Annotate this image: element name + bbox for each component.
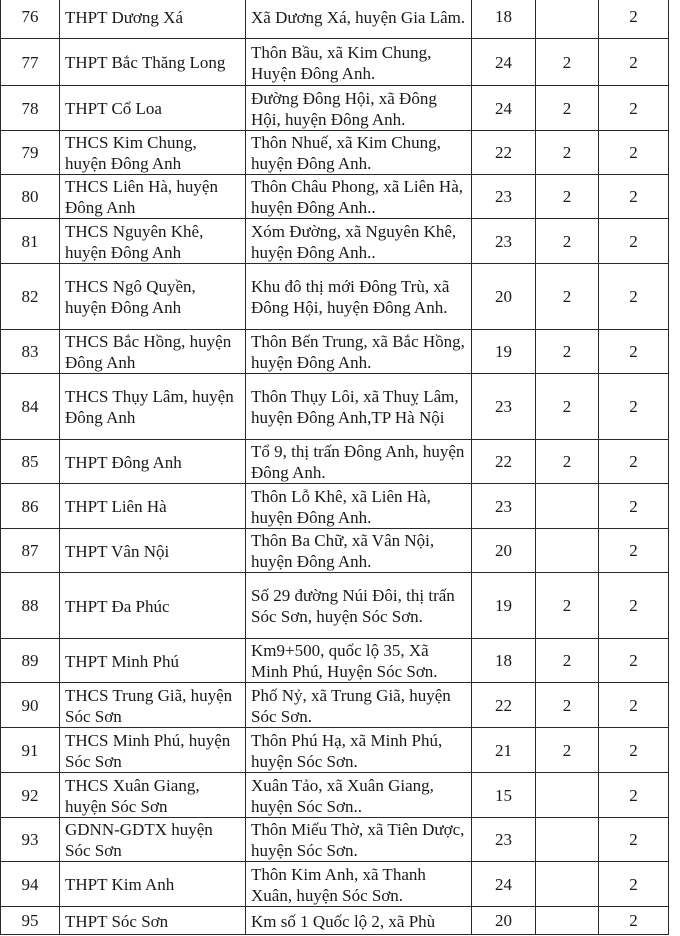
table-row: [1, 86, 669, 131]
address-cell: Xóm Đường, xã Nguyên Khê, huyện Đông Anh..: [246, 219, 472, 264]
address-cell: Xuân Tảo, xã Xuân Giang, huyện Sóc Sơn..: [246, 773, 472, 818]
stt-cell: 81: [1, 219, 60, 264]
value-col1-cell: 23: [472, 374, 536, 440]
school-name-cell: THPT Vân Nội: [60, 529, 246, 573]
stt-cell: 82: [1, 264, 60, 330]
address-cell: Thôn Thụy Lôi, xã Thuỵ Lâm, huyện Đông Anh,TP Hà Nội: [246, 374, 472, 440]
school-name-cell: THPT Sóc Sơn: [60, 907, 246, 935]
value-col2-cell: [536, 818, 599, 862]
table-row: [1, 39, 669, 86]
value-col1-cell: 24: [472, 862, 536, 907]
stt-cell: 85: [1, 440, 60, 484]
table-row: [1, 728, 669, 773]
table-row: [1, 0, 669, 39]
table-row: [1, 440, 669, 484]
value-col1-cell: 23: [472, 484, 536, 529]
school-name-cell: THCS Kim Chung, huyện Đông Anh: [60, 131, 246, 175]
stt-cell: 91: [1, 728, 60, 773]
school-name-cell: THPT Minh Phú: [60, 639, 246, 683]
school-name-cell: THCS Nguyên Khê, huyện Đông Anh: [60, 219, 246, 264]
value-col1-cell: 24: [472, 39, 536, 86]
value-col1-cell: 23: [472, 175, 536, 219]
school-name-cell: THPT Đa Phúc: [60, 573, 246, 639]
value-col1-cell: 23: [472, 818, 536, 862]
value-col2-cell: [536, 0, 599, 39]
value-col3-cell: 2: [599, 639, 669, 683]
stt-cell: 79: [1, 131, 60, 175]
school-name-cell: THCS Ngô Quyền, huyện Đông Anh: [60, 264, 246, 330]
address-cell: Khu đô thị mới Đông Trù, xã Đông Hội, huyện Đông Anh.: [246, 264, 472, 330]
school-name-cell: THPT Đông Anh: [60, 440, 246, 484]
stt-cell: 83: [1, 330, 60, 374]
value-col2-cell: [536, 529, 599, 573]
value-col1-cell: 22: [472, 131, 536, 175]
school-name-cell: THPT Dương Xá: [60, 0, 246, 39]
table-row: [1, 529, 669, 573]
value-col1-cell: 20: [472, 529, 536, 573]
stt-cell: 84: [1, 374, 60, 440]
table-row: [1, 639, 669, 683]
value-col3-cell: 2: [599, 862, 669, 907]
school-name-cell: THCS Xuân Giang, huyện Sóc Sơn: [60, 773, 246, 818]
stt-cell: 77: [1, 39, 60, 86]
value-col2-cell: 2: [536, 573, 599, 639]
table-row: [1, 818, 669, 862]
address-cell: Đường Đông Hội, xã Đông Hội, huyện Đông Anh.: [246, 86, 472, 131]
value-col3-cell: 2: [599, 907, 669, 935]
school-name-cell: THPT Cổ Loa: [60, 86, 246, 131]
value-col3-cell: 2: [599, 484, 669, 529]
value-col3-cell: 2: [599, 175, 669, 219]
value-col1-cell: 20: [472, 907, 536, 935]
value-col3-cell: 2: [599, 683, 669, 728]
value-col2-cell: 2: [536, 683, 599, 728]
table-row: [1, 573, 669, 639]
table-row: [1, 683, 669, 728]
address-cell: Thôn Ba Chữ, xã Vân Nội, huyện Đông Anh.: [246, 529, 472, 573]
value-col2-cell: 2: [536, 39, 599, 86]
value-col1-cell: 19: [472, 330, 536, 374]
stt-cell: 89: [1, 639, 60, 683]
value-col1-cell: 21: [472, 728, 536, 773]
stt-cell: 88: [1, 573, 60, 639]
table-row: [1, 219, 669, 264]
value-col3-cell: 2: [599, 0, 669, 39]
stt-cell: 95: [1, 907, 60, 935]
address-cell: Thôn Nhuế, xã Kim Chung, huyện Đông Anh.: [246, 131, 472, 175]
table-row: [1, 330, 669, 374]
stt-cell: 76: [1, 0, 60, 39]
value-col2-cell: 2: [536, 219, 599, 264]
address-cell: Số 29 đường Núi Đôi, thị trấn Sóc Sơn, huyện Sóc Sơn.: [246, 573, 472, 639]
stt-cell: 86: [1, 484, 60, 529]
value-col3-cell: 2: [599, 39, 669, 86]
address-cell: Thôn Phú Hạ, xã Minh Phú, huyện Sóc Sơn.: [246, 728, 472, 773]
table-row: [1, 264, 669, 330]
value-col3-cell: 2: [599, 529, 669, 573]
value-col3-cell: 2: [599, 440, 669, 484]
value-col2-cell: 2: [536, 639, 599, 683]
school-name-cell: THCS Minh Phú, huyện Sóc Sơn: [60, 728, 246, 773]
stt-cell: 94: [1, 862, 60, 907]
value-col3-cell: 2: [599, 219, 669, 264]
address-cell: Phố Nỷ, xã Trung Giã, huyện Sóc Sơn.: [246, 683, 472, 728]
value-col2-cell: [536, 907, 599, 935]
value-col1-cell: 18: [472, 0, 536, 39]
school-name-cell: THCS Liên Hà, huyện Đông Anh: [60, 175, 246, 219]
value-col1-cell: 22: [472, 683, 536, 728]
value-col3-cell: 2: [599, 330, 669, 374]
value-col1-cell: 19: [472, 573, 536, 639]
value-col3-cell: 2: [599, 264, 669, 330]
address-cell: Thôn Miếu Thờ, xã Tiên Dược, huyện Sóc Sơn.: [246, 818, 472, 862]
value-col2-cell: [536, 862, 599, 907]
value-col2-cell: 2: [536, 175, 599, 219]
stt-cell: 93: [1, 818, 60, 862]
stt-cell: 87: [1, 529, 60, 573]
address-cell: Thôn Bến Trung, xã Bắc Hồng, huyện Đông Anh.: [246, 330, 472, 374]
value-col3-cell: 2: [599, 86, 669, 131]
value-col3-cell: 2: [599, 818, 669, 862]
value-col1-cell: 18: [472, 639, 536, 683]
table-row: [1, 175, 669, 219]
table-row: [1, 374, 669, 440]
table-row: [1, 907, 669, 935]
address-cell: Thôn Châu Phong, xã Liên Hà, huyện Đông Anh..: [246, 175, 472, 219]
stt-cell: 92: [1, 773, 60, 818]
value-col3-cell: 2: [599, 773, 669, 818]
school-name-cell: THCS Bắc Hồng, huyện Đông Anh: [60, 330, 246, 374]
value-col2-cell: 2: [536, 131, 599, 175]
stt-cell: 80: [1, 175, 60, 219]
table-row: [1, 862, 669, 907]
stt-cell: 90: [1, 683, 60, 728]
value-col3-cell: 2: [599, 573, 669, 639]
value-col1-cell: 15: [472, 773, 536, 818]
table-row: [1, 773, 669, 818]
address-cell: Km số 1 Quốc lộ 2, xã Phù: [246, 907, 472, 935]
value-col3-cell: 2: [599, 374, 669, 440]
value-col2-cell: 2: [536, 728, 599, 773]
value-col3-cell: 2: [599, 728, 669, 773]
value-col2-cell: 2: [536, 330, 599, 374]
value-col3-cell: 2: [599, 131, 669, 175]
school-name-cell: THPT Liên Hà: [60, 484, 246, 529]
table-row: [1, 131, 669, 175]
stt-cell: 78: [1, 86, 60, 131]
value-col2-cell: 2: [536, 374, 599, 440]
value-col1-cell: 20: [472, 264, 536, 330]
school-name-cell: THCS Trung Giã, huyện Sóc Sơn: [60, 683, 246, 728]
address-cell: Thôn Kim Anh, xã Thanh Xuân, huyện Sóc Sơn.: [246, 862, 472, 907]
address-cell: Thôn Lỗ Khê, xã Liên Hà, huyện Đông Anh.: [246, 484, 472, 529]
school-name-cell: THPT Kim Anh: [60, 862, 246, 907]
value-col1-cell: 23: [472, 219, 536, 264]
address-cell: Thôn Bầu, xã Kim Chung, Huyện Đông Anh.: [246, 39, 472, 86]
value-col2-cell: [536, 484, 599, 529]
address-cell: Km9+500, quốc lộ 35, Xã Minh Phú, Huyện Sóc Sơn.: [246, 639, 472, 683]
value-col1-cell: 24: [472, 86, 536, 131]
school-name-cell: THCS Thụy Lâm, huyện Đông Anh: [60, 374, 246, 440]
value-col2-cell: 2: [536, 440, 599, 484]
table-row: [1, 484, 669, 529]
address-cell: Tổ 9, thị trấn Đông Anh, huyện Đông Anh.: [246, 440, 472, 484]
value-col2-cell: [536, 773, 599, 818]
value-col1-cell: 22: [472, 440, 536, 484]
table-body: [1, 0, 669, 935]
school-name-cell: GDNN-GDTX huyện Sóc Sơn: [60, 818, 246, 862]
address-cell: Xã Dương Xá, huyện Gia Lâm.: [246, 0, 472, 39]
school-name-cell: THPT Bắc Thăng Long: [60, 39, 246, 86]
value-col2-cell: 2: [536, 86, 599, 131]
value-col2-cell: 2: [536, 264, 599, 330]
